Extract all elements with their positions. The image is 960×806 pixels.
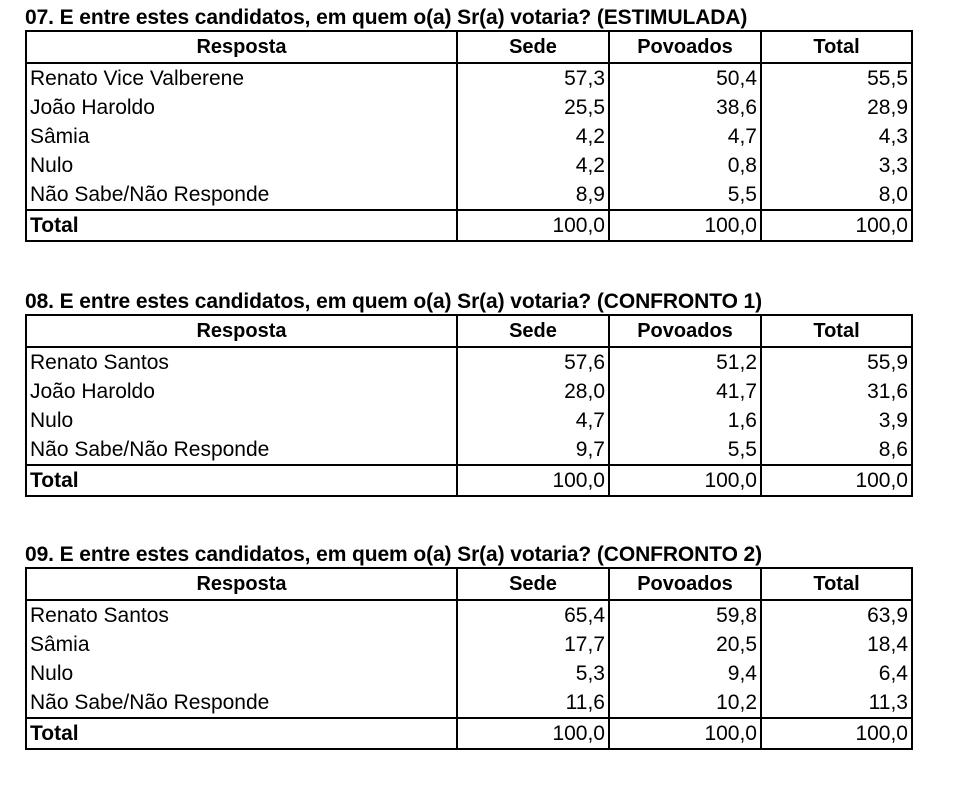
header-row — [26, 31, 912, 63]
cell-resposta: Nulo — [26, 151, 457, 180]
table-row — [26, 347, 912, 377]
header-resposta: Resposta — [26, 31, 457, 63]
cell-total: 63,9 — [761, 600, 912, 630]
header-row — [26, 568, 912, 600]
cell-sede: 28,0 — [457, 377, 609, 406]
cell-total: 55,9 — [761, 347, 912, 377]
cell-povoados: 38,6 — [609, 93, 761, 122]
header-povoados: Povoados — [609, 31, 761, 63]
cell-sede: 100,0 — [457, 210, 609, 241]
cell-resposta: Não Sabe/Não Responde — [26, 180, 457, 210]
cell-sede: 4,2 — [457, 151, 609, 180]
cell-resposta: Não Sabe/Não Responde — [26, 688, 457, 718]
cell-resposta: Renato Vice Valberene — [26, 63, 457, 93]
cell-total: 11,3 — [761, 688, 912, 718]
cell-total: 8,0 — [761, 180, 912, 210]
cell-povoados: 4,7 — [609, 122, 761, 151]
cell-resposta: João Haroldo — [26, 93, 457, 122]
header-povoados: Povoados — [609, 568, 761, 600]
cell-sede: 9,7 — [457, 435, 609, 465]
cell-resposta: Renato Santos — [26, 600, 457, 630]
table-row — [26, 659, 912, 688]
total-row — [26, 210, 912, 241]
cell-total: 3,9 — [761, 406, 912, 435]
cell-total: 28,9 — [761, 93, 912, 122]
cell-total: 31,6 — [761, 377, 912, 406]
cell-total: 6,4 — [761, 659, 912, 688]
cell-resposta: Sâmia — [26, 122, 457, 151]
cell-resposta: Não Sabe/Não Responde — [26, 435, 457, 465]
cell-povoados: 10,2 — [609, 688, 761, 718]
cell-povoados: 1,6 — [609, 406, 761, 435]
cell-povoados: 51,2 — [609, 347, 761, 377]
cell-resposta: João Haroldo — [26, 377, 457, 406]
poll-section-08 — [25, 290, 911, 497]
table-row — [26, 180, 912, 210]
header-row — [26, 315, 912, 347]
cell-total: 100,0 — [761, 465, 912, 496]
header-povoados: Povoados — [609, 315, 761, 347]
cell-povoados: 5,5 — [609, 435, 761, 465]
poll-section-09 — [25, 543, 911, 750]
cell-sede: 100,0 — [457, 465, 609, 496]
table-row — [26, 377, 912, 406]
cell-povoados: 41,7 — [609, 377, 761, 406]
cell-total-label: Total — [26, 718, 457, 749]
table-row — [26, 600, 912, 630]
cell-povoados: 59,8 — [609, 600, 761, 630]
cell-sede: 57,3 — [457, 63, 609, 93]
cell-sede: 11,6 — [457, 688, 609, 718]
cell-resposta: Nulo — [26, 406, 457, 435]
cell-sede: 100,0 — [457, 718, 609, 749]
cell-sede: 8,9 — [457, 180, 609, 210]
cell-povoados: 5,5 — [609, 180, 761, 210]
cell-sede: 4,2 — [457, 122, 609, 151]
cell-total: 55,5 — [761, 63, 912, 93]
table-row — [26, 630, 912, 659]
header-resposta: Resposta — [26, 315, 457, 347]
cell-resposta: Renato Santos — [26, 347, 457, 377]
table-row — [26, 63, 912, 93]
header-total: Total — [761, 568, 912, 600]
cell-total: 100,0 — [761, 718, 912, 749]
table-row — [26, 93, 912, 122]
table-row — [26, 688, 912, 718]
poll-section-07 — [25, 6, 911, 242]
header-sede: Sede — [457, 315, 609, 347]
cell-resposta: Sâmia — [26, 630, 457, 659]
poll-table-07 — [25, 30, 913, 242]
header-total: Total — [761, 315, 912, 347]
cell-sede: 4,7 — [457, 406, 609, 435]
cell-sede: 57,6 — [457, 347, 609, 377]
cell-sede: 17,7 — [457, 630, 609, 659]
header-sede: Sede — [457, 31, 609, 63]
cell-total-label: Total — [26, 210, 457, 241]
table-row — [26, 122, 912, 151]
cell-povoados: 100,0 — [609, 465, 761, 496]
cell-total: 4,3 — [761, 122, 912, 151]
total-row — [26, 465, 912, 496]
cell-sede: 65,4 — [457, 600, 609, 630]
header-resposta: Resposta — [26, 568, 457, 600]
cell-total: 100,0 — [761, 210, 912, 241]
cell-povoados: 50,4 — [609, 63, 761, 93]
cell-resposta: Nulo — [26, 659, 457, 688]
poll-table-08 — [25, 314, 913, 497]
header-total: Total — [761, 31, 912, 63]
table-row — [26, 435, 912, 465]
cell-povoados: 100,0 — [609, 210, 761, 241]
cell-total-label: Total — [26, 465, 457, 496]
table-row — [26, 406, 912, 435]
cell-total: 18,4 — [761, 630, 912, 659]
header-sede: Sede — [457, 568, 609, 600]
cell-povoados: 20,5 — [609, 630, 761, 659]
cell-sede: 25,5 — [457, 93, 609, 122]
section-title: 07. E entre estes candidatos, em quem o(a) Sr(a) votaria? (ESTIMULADA) — [25, 6, 748, 29]
section-title: 08. E entre estes candidatos, em quem o(a) Sr(a) votaria? (CONFRONTO 1) — [25, 290, 763, 313]
cell-povoados: 100,0 — [609, 718, 761, 749]
cell-povoados: 9,4 — [609, 659, 761, 688]
cell-povoados: 0,8 — [609, 151, 761, 180]
total-row — [26, 718, 912, 749]
cell-total: 3,3 — [761, 151, 912, 180]
cell-sede: 5,3 — [457, 659, 609, 688]
poll-table-09 — [25, 567, 913, 750]
table-row — [26, 151, 912, 180]
section-title: 09. E entre estes candidatos, em quem o(a) Sr(a) votaria? (CONFRONTO 2) — [25, 543, 763, 566]
cell-total: 8,6 — [761, 435, 912, 465]
